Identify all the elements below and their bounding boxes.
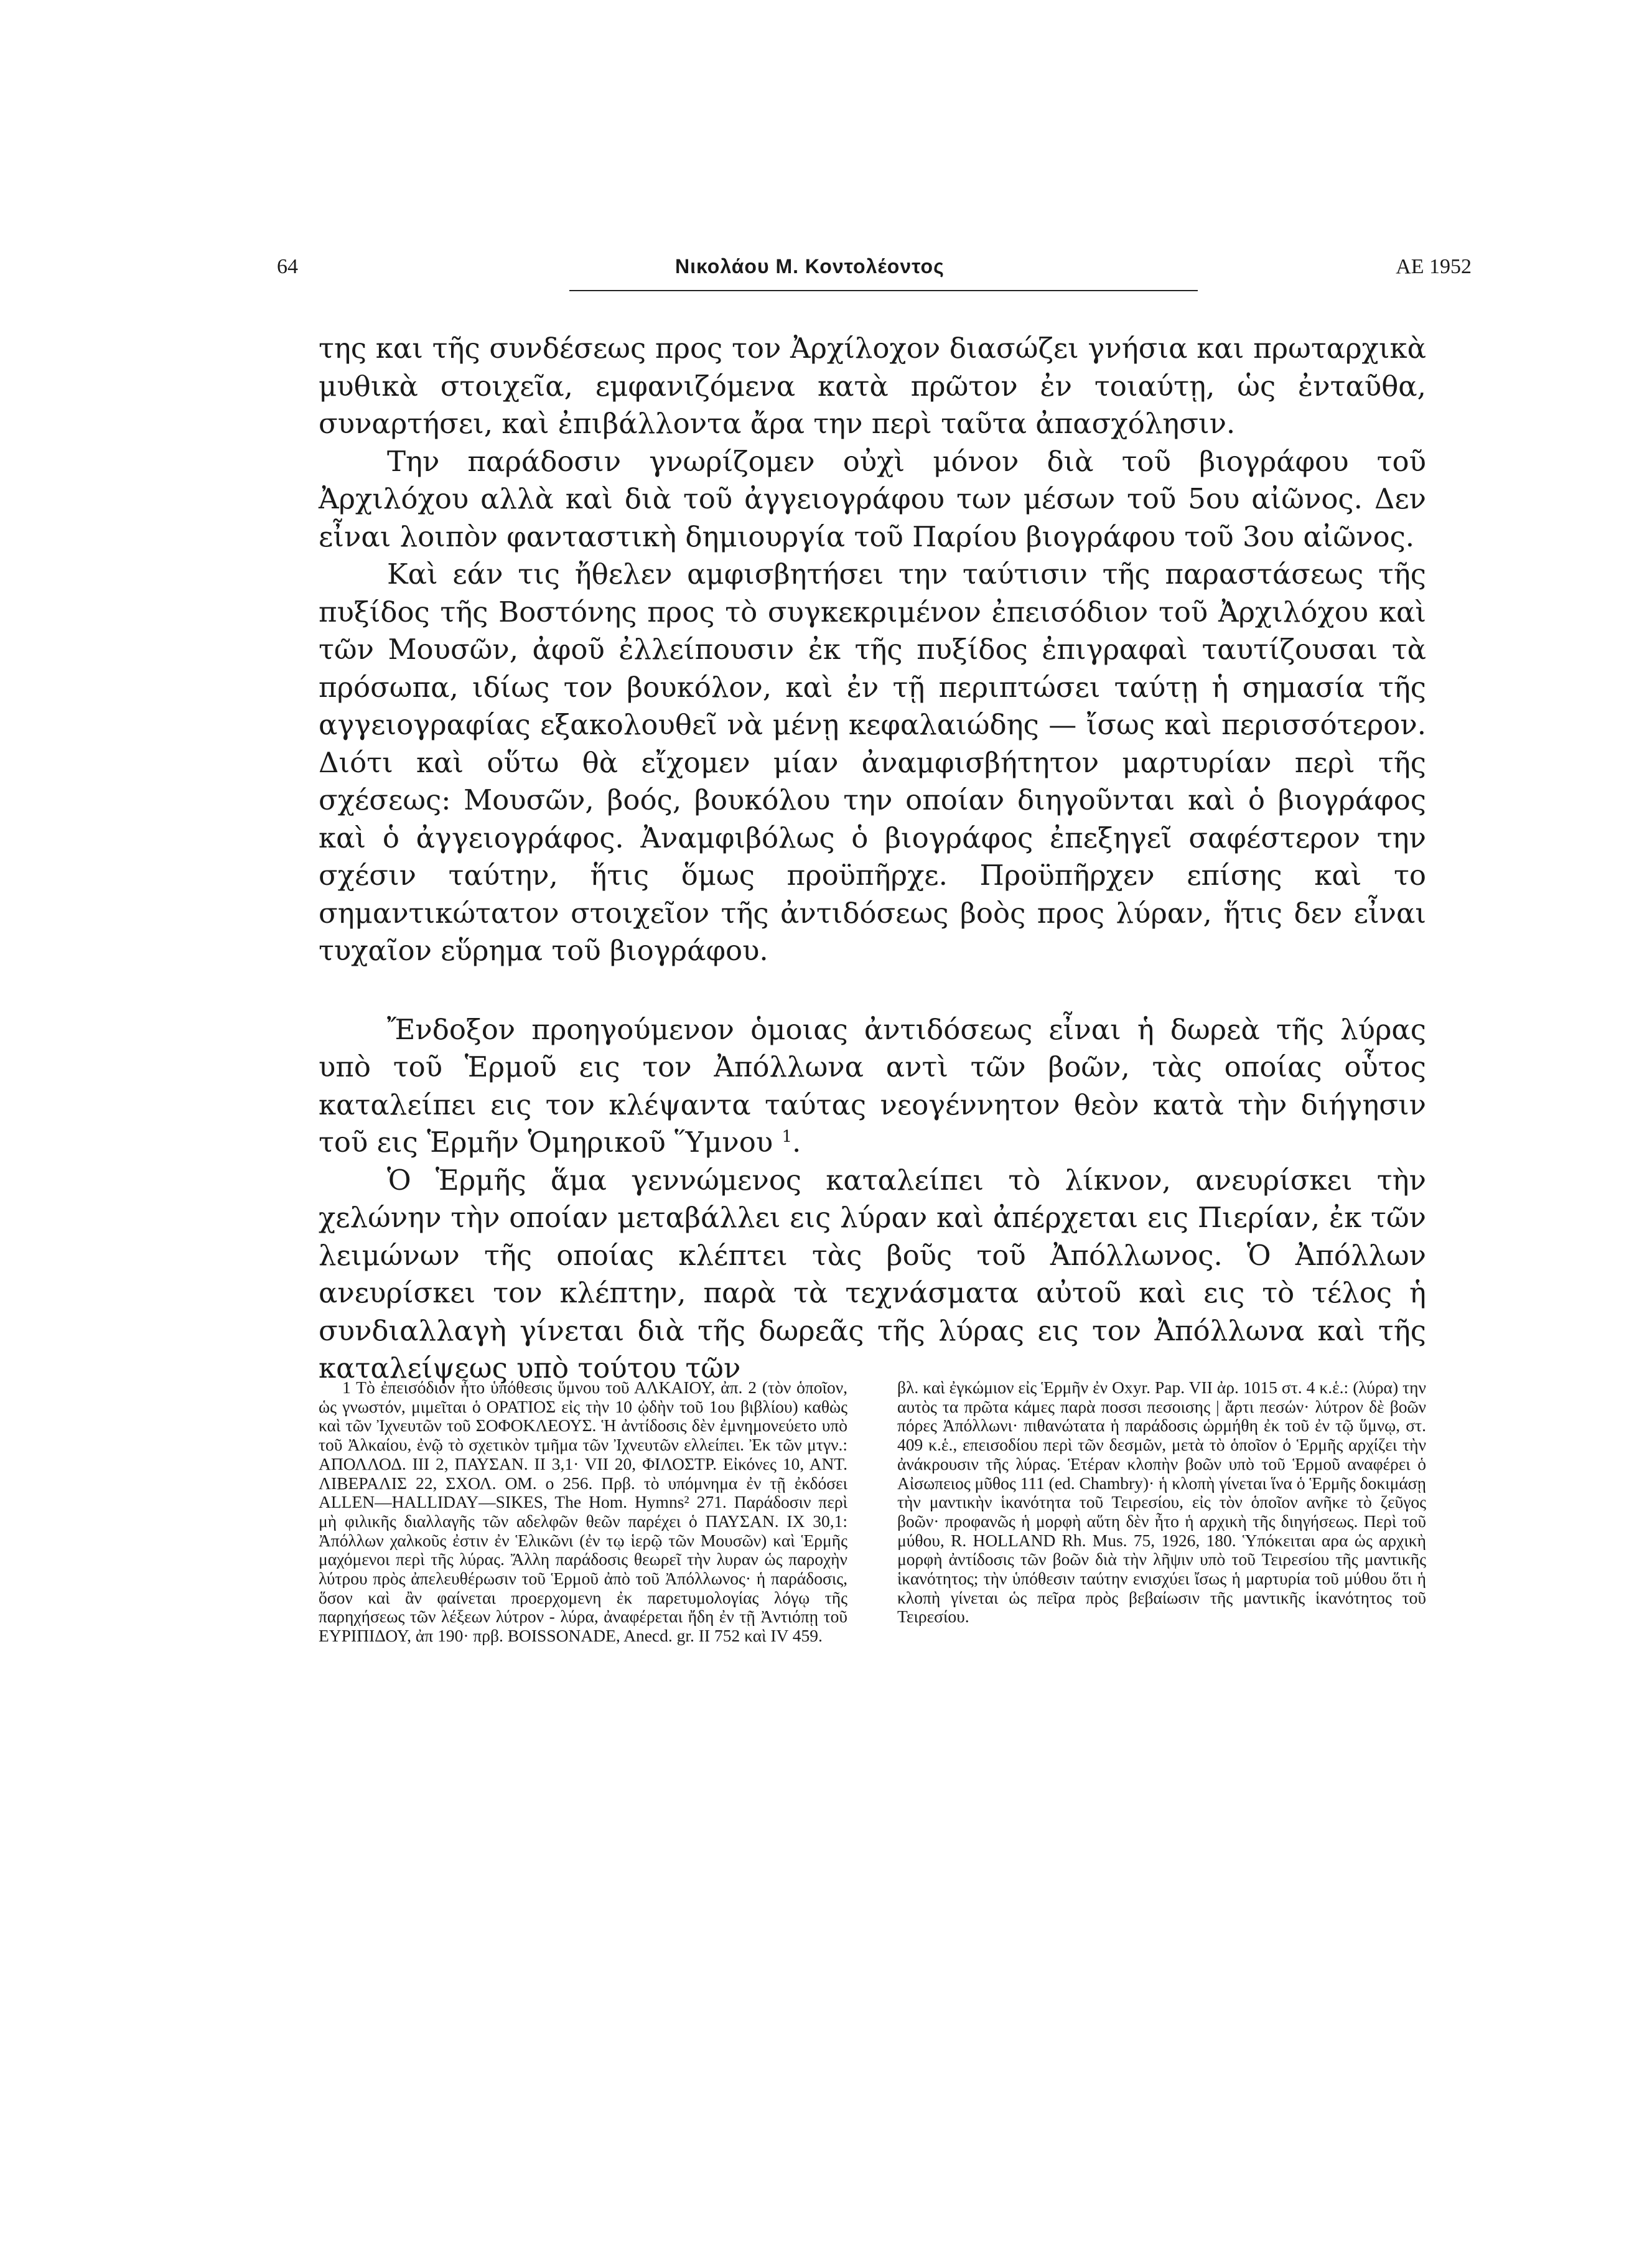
header-rule [569, 290, 1198, 291]
main-text [319, 330, 1426, 1388]
footnote-column-right [897, 1378, 1426, 1627]
running-head-journal: ΑΕ 1952 [1396, 255, 1472, 278]
paragraph-5: Ὁ Ἑρμῆς ἅμα γεννώμενος καταλείπει τὸ λίκνον, ανευρίσκει τὴν χελώνην τὴν οποίαν μεταβάλλει εις λύραν καὶ ἀπέρχεται εις Πιερίαν, ἐκ τῶν λειμώνων τῆς οποίας κλέπτει τὰς βοῦς τοῦ Ἀπόλλωνος. Ὁ Ἀπόλλων ανευρίσκει τον κλέπτην, παρὰ τὰ τεχνάσματα αὐτοῦ καὶ εις τὸ τέλος ἡ συνδιαλλαγὴ γίνεται διὰ τῆς δωρεᾶς τῆς λύρας εις τον Ἀπόλλωνα καὶ τῆς καταλείψεως υπὸ τούτου τῶν [319, 1163, 1426, 1384]
running-head-author: Νικολάου Μ. Κοντολέοντος [675, 255, 945, 278]
paragraph-3: Καὶ εάν τις ἤθελεν αμφισβητήσει την ταύτισιν τῆς παραστάσεως τῆς πυξίδος τῆς Βοστόνης προς τὸ συγκεκριμένον ἐπεισόδιον τοῦ Ἀρχιλόχου καὶ τῶν Μουσῶν, ἀφοῦ ἐλλείπουσιν ἐκ τῆς πυξίδος ἐπιγραφαὶ ταυτίζουσαι τὰ πρόσωπα, ιδίως τον βουκόλον, καὶ ἐν τῇ περιπτώσει ταύτῃ ἡ σημασία τῆς αγγειογραφίας εξακολουθεῖ νὰ μένῃ κεφαλαιώδης — ἴσως καὶ περισσότερον. Διότι καὶ οὕτω θὰ εἴχομεν μίαν ἀναμφισβήτητον μαρτυρίαν περὶ τῆς σχέσεως: Μουσῶν, βοός, βουκόλου την οποίαν διηγοῦνται καὶ ὁ βιογράφος καὶ ὁ ἀγγειογράφος. Ἀναμφιβόλως ὁ βιογράφος ἐπεξηγεῖ σαφέστερον την σχέσιν ταύτην, ἥτις ὅμως προϋπῆρχε. Προϋπῆρχεν επίσης καὶ το σημαντικώτατον στοιχεῖον τῆς ἀντιδόσεως βοὸς προς λύραν, ἥτις δεν εἶναι τυχαῖον εὕρημα τοῦ βιογράφου. [319, 558, 1426, 967]
paragraph-2: Την παράδοσιν γνωρίζομεν οὐχὶ μόνον διὰ τοῦ βιογράφου τοῦ Ἀρχιλόχου αλλὰ καὶ διὰ τοῦ ἀγγειογράφου των μέσων τοῦ 5ου αἰῶνος. Δεν εἶναι λοιπὸν φανταστικὴ δημιουργία τοῦ Παρίου βιογράφου τοῦ 3ου αἰῶνος. [319, 444, 1426, 553]
page-number: 64 [277, 255, 298, 278]
footnote-column-left [319, 1378, 847, 1646]
footnote-reference: 1 [782, 1128, 793, 1146]
paragraph-4 [319, 1011, 1426, 1162]
paragraph-4-text: Ἔνδοξον προηγούμενον ὁμοιας ἀντιδόσεως εἶναι ἡ δωρεὰ τῆς λύρας υπὸ τοῦ Ἑρμοῦ εις τον Ἀπόλλωνα αντὶ τῶν βοῶν, τὰς οποίας οὗτος καταλείπει εις τον κλέψαντα ταύτας νεογέννητον θεὸν κατὰ τὴν διήγησιν τοῦ εις Ἑρμῆν Ὁμηρικοῦ Ὕμνου [319, 1012, 1426, 1159]
paragraph-1: της και τῆς συνδέσεως προς τον Ἀρχίλοχον διασώζει γνήσια και πρωταρχικὰ μυθικὰ στοιχεῖα, εμφανιζόμενα κατὰ πρῶτον ἐν τοιαύτῃ, ὡς ἐνταῦθα, συναρτήσει, καὶ ἐπιβάλλοντα ἄρα την περὶ ταῦτα ἀπασχόλησιν. [319, 332, 1426, 440]
footnote-1-text: 1 Τὸ ἐπεισόδιον ἦτο ὑπόθεσις ὕμνου τοῦ ΑΛΚΑΙΟΥ, ἀπ. 2 (τὸν ὁποῖον, ὡς γνωστόν, μιμεῖται ὁ ΟΡΑΤΙΟΣ εἰς τὴν 10 ᾠδὴν τοῦ 1ου βιβλίου) καθὼς καὶ τῶν Ἰχνευτῶν τοῦ ΣΟΦΟΚΛΕΟΥΣ. Ἡ ἀντίδοσις δὲν ἐμνημονεύετο υπὸ τοῦ Ἀλκαίου, ἐνῷ τὸ σχετικὸν τμῆμα τῶν Ἰχνευτῶν ελλείπει. Ἐκ τῶν μτγν.: ΑΠΟΛΛΟΔ. III 2, ΠΑΥΣΑΝ. II 3,1· VII 20, ΦΙΛΟΣΤΡ. Εἰκόνες 10, ΑΝΤ. ΛΙΒΕΡΑΛΙΣ 22, ΣΧΟΛ. ΟΜ. ο 256. Πρβ. τὸ υπόμνημα ἐν τῇ ἐκδόσει ALLEN—HALLIDAY—SIKES, The Hom. Hymns² 271. Παράδοσιν περὶ μὴ φιλικῆς διαλλαγῆς τῶν αδελφῶν θεῶν παρέχει ὁ ΠΑΥΣΑΝ. IX 30,1: Ἀπόλλων χαλκοῦς ἐστιν ἐν Ἑλικῶνι (ἐν τῳ ἱερῷ τῶν Μουσῶν) καὶ Ἑρμῆς μαχόμενοι περὶ τῆς λύρας. Ἄλλη παράδοσις θεωρεῖ τὴν λυραν ὡς παροχὴν λύτρου πρὸς ἀπελευθέρωσιν τοῦ Ἑρμοῦ ἀπὸ τοῦ Ἀπόλλωνος· ἡ παράδοσις, ὅσον καὶ ἂν φαίνεται προερχομενη ἐκ παρετυμολογίας λόγῳ τῆς παρηχήσεως τῶν λέξεων λύτρον - λύρα, ἀναφέρεται ἤδη ἐν τῇ Ἀντιόπῃ τοῦ ΕΥΡΙΠΙΔΟΥ, ἀπ 190· πρβ. BOISSONADE, Anecd. gr. II 752 καὶ IV 459. [319, 1378, 847, 1646]
footnote-1-continuation: βλ. καὶ ἐγκώμιον εἰς Ἑρμῆν ἐν Oxyr. Pap. VII ἀρ. 1015 στ. 4 κ.ἑ.: (λύρα) την αυτὸς τα πρῶτα κάμες παρὰ ποσσι πεσοισης | ἄρτι πεσών· λύτρον δὲ βοῶν πόρες Ἀπόλλωνι· πιθανώτατα ἡ παράδοσις ὡρμήθη ἐκ τοῦ ἐν τῷ ὕμνῳ, στ. 409 κ.ἑ., επεισοδίου περὶ τῶν δεσμῶν, μετὰ τὸ ὁποῖον ὁ Ἑρμῆς αρχίζει τὴν ἀνάκρουσιν τῆς λύρας. Ἑτέραν κλοπὴν βοῶν υπὸ τοῦ Ἑρμοῦ αναφέρει ὁ Αἰσωπειος μῦθος 111 (ed. Chambry)· ἡ κλοπὴ γίνεται ἵνα ὁ Ἑρμῆς δοκιμάσῃ τὴν μαντικὴν ἱκανότητα τοῦ Τειρεσίου, εἰς τὸν ὁποῖον ανῆκε τὸ ζεῦγος βοῶν· προφανῶς ἡ μορφὴ αὕτη δὲν ἦτο ἡ αρχικὴ τῆς διηγήσεως. Περὶ τοῦ μύθου, R. HOLLAND Rh. Mus. 75, 1926, 180. Ὑπόκειται αρα ὡς αρχικὴ μορφὴ ἀντίδοσις τῶν βοῶν διὰ τὴν λῆψιν υπὸ τοῦ Τειρεσίου τῆς μαντικῆς ἱκανότητος; τὴν ὑπόθεσιν ταύτην ενισχύει ἴσως ἡ μαρτυρία τοῦ μύθου ὅτι ἡ κλοπὴ γίνεται ὡς πεῖρα πρὸς βεβαίωσιν τῆς μαντικῆς ἱκανότητος τοῦ Τειρεσίου. [897, 1378, 1426, 1627]
paragraph-4-end: . [792, 1126, 801, 1159]
running-head [277, 255, 1472, 292]
